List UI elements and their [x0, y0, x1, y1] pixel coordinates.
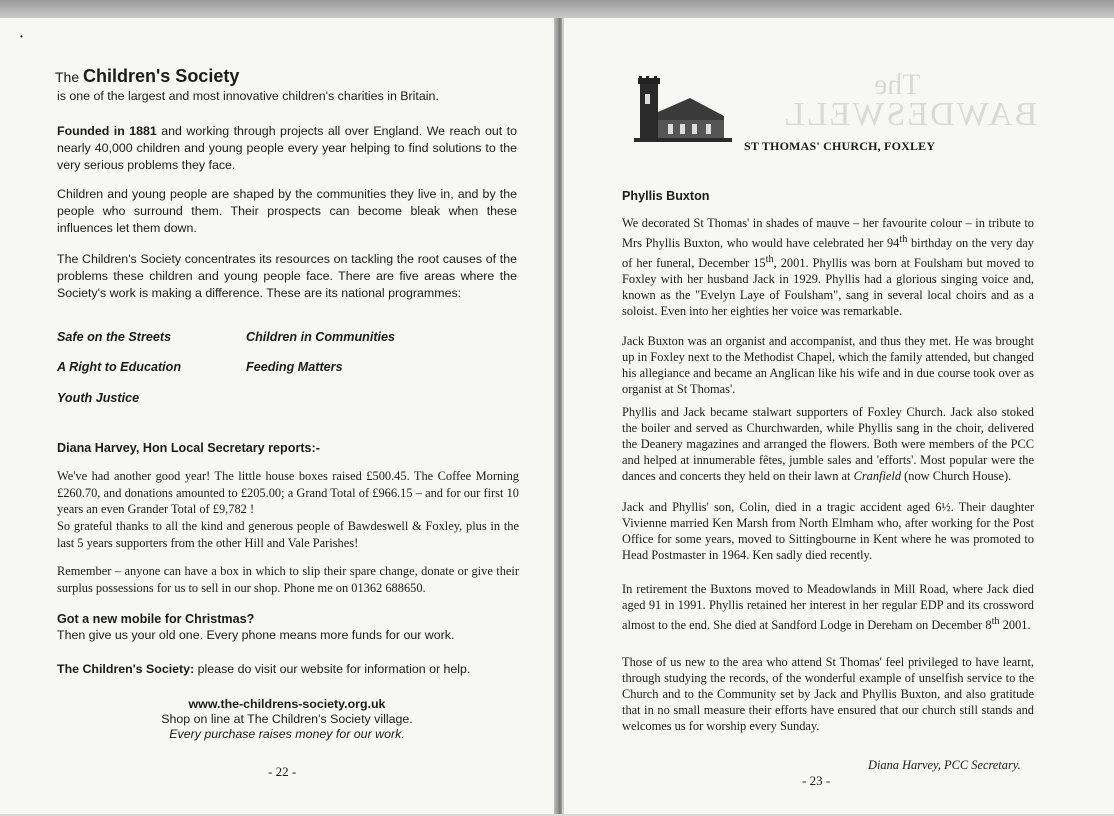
- p1-part-a: We decorated St Thomas' in shades of mauve – her favourite colour – in tribute to Mrs Phyllis Buxton, who would have celebrated her 94: [622, 216, 1034, 251]
- p3-italic: Cranfield: [853, 468, 902, 483]
- website-rest: please do visit our website for information or help.: [194, 662, 471, 676]
- purchase-line: Every purchase raises money for our work.: [169, 727, 405, 741]
- programme-4: Feeding Matters: [246, 360, 343, 374]
- church-illustration-icon: [634, 76, 732, 146]
- p5-part-a: In retirement the Buxtons moved to Meadowlands in Mill Road, where Jack died aged 91 in 1991. Phyllis retained her interest in her regular EDP and its crossword almost to the end. She died at Sandford Lodge in Dereham on December 8: [622, 582, 1034, 632]
- signature: Diana Harvey, PCC Secretary.: [868, 758, 1021, 772]
- mobile-text: Then give us your old one. Every phone means more funds for our work.: [57, 628, 455, 642]
- heading-name: Children's Society: [83, 66, 240, 86]
- intro-text: is one of the largest and most innovative children's charities in Britain.: [57, 89, 439, 103]
- resources-paragraph: The Children's Society concentrates its resources on tackling the root causes of the problems these children and young people face. There are five areas where the Society's work is making a difference. These are its national programmes:: [57, 252, 517, 300]
- p1-sup-2: th: [765, 253, 774, 265]
- report-heading: Diana Harvey, Hon Local Secretary reports:-: [57, 441, 320, 455]
- programme-3: A Right to Education: [57, 360, 182, 374]
- society-heading: [55, 66, 239, 87]
- shop-line: Shop on line at The Children's Society village.: [161, 712, 413, 726]
- p5-part-b: 2001.: [999, 617, 1031, 632]
- left-page: [0, 18, 556, 814]
- founded-paragraph: [57, 123, 517, 174]
- website-url[interactable]: www.the-childrens-society.org.uk: [188, 697, 386, 711]
- website-bold: The Children's Society:: [57, 662, 195, 676]
- right-page: [562, 18, 1114, 814]
- programme-1: Safe on the Streets: [57, 330, 172, 344]
- show-through-bawdeswell: BAWDESWELL: [782, 96, 1038, 133]
- report-paragraph-1: We've had another good year! The little house boxes raised £500.45. The Coffee Morning £260.70, and donations amounted to £205.00; a Grand Total of £966.15 – and for our first 10 years an even Grander Total of £9,782 !: [57, 469, 519, 516]
- founded-bold: Founded in 1881: [57, 124, 157, 138]
- report-paragraph-1b: So grateful thanks to all the kind and generous people of Bawdeswell & Foxley, plus in the last 5 years supporters from the other Hill and Vale Parishes!: [57, 519, 519, 550]
- programme-2: Children in Communities: [246, 330, 396, 344]
- p1-part-b: birthday on the very day of her funeral, December 15: [622, 236, 1034, 271]
- article-paragraph-6: Those of us new to the area who attend St Thomas' feel privileged to have learnt, through studying the records, of the wonderful example of unselfish service to the Church and to the Community set by Jack and Phyllis Buxton, and also gratitude that in no small measure their efforts have ensured that our church still stands and welcomes us for worship every Sunday.: [622, 655, 1034, 733]
- show-through-the: The: [874, 68, 921, 101]
- programme-5: Youth Justice: [57, 391, 140, 405]
- mobile-heading: Got a new mobile for Christmas?: [57, 612, 255, 626]
- church-title: ST THOMAS' CHURCH, FOXLEY: [744, 139, 936, 153]
- article-paragraph-1: [622, 216, 1034, 320]
- page-number-left: - 22 -: [268, 764, 297, 779]
- p1-part-c: , 2001. Phyllis was born at Foulsham but moved to Foxley with her husband Jack in 1929. Phyllis had a glorious singing voice and, known as the "Evelyn Laye of Foulsham", sang in several local choirs and as a soloist. Even into her eighties her voice was remarkable.: [622, 256, 1034, 318]
- report-paragraph-2: Remember – anyone can have a box in which to slip their spare change, donate or give their surplus possessions for us to sell in our shop. Phone me on 01362 688650.: [57, 564, 519, 595]
- article-paragraph-3: [622, 405, 1034, 485]
- p3-part-a: Phyllis and Jack became stalwart supporters of Foxley Church. Jack also stoked the boiler and served as Churchwarden, while Phyllis sang in the choir, delivered the Deanery magazines and arranged the flowers. Both were members of the PCC and helped at innumerable fêtes, jumble sales and 'efforts'. Most popular were the dances and concerts they held on their lawn at: [622, 405, 1034, 483]
- scan-mark: •: [20, 32, 23, 41]
- article-paragraph-2: Jack Buxton was an organist and accompanist, and thus they met. He was brought up in Foxley next to the Methodist Chapel, which the family attended, but changed his allegiance and became an Anglican like his wife and in due course took over as organist at St Thomas'.: [622, 334, 1034, 396]
- p5-sup: th: [991, 615, 1000, 627]
- p1-sup-1: th: [899, 233, 908, 245]
- website-line: [57, 661, 517, 678]
- p3-part-b: (now Church House).: [901, 468, 1012, 483]
- article-subject: Phyllis Buxton: [622, 189, 710, 203]
- communities-paragraph: Children and young people are shaped by the communities they live in, and by the people who surround them. Their prospects can become bleak when these influences let them down.: [57, 187, 517, 235]
- article-paragraph-5: [622, 582, 1034, 634]
- scan-edge: [0, 0, 1114, 20]
- article-paragraph-4: Jack and Phyllis' son, Colin, died in a tragic accident aged 6½. Their daughter Vivienne married Ken Marsh from North Elmham who, after working for the Post Office for some years, moved to Sittingbourne in Kent where he was promoted to Head Postmaster in 1964. Ken sadly died recently.: [622, 500, 1034, 562]
- founded-rest: and working through projects all over England. We reach out to nearly 40,000 children and young people every year helping to find solutions to the very serious problems they face.: [57, 124, 518, 172]
- page-number-right: - 23 -: [802, 773, 831, 788]
- heading-prefix: The: [55, 69, 80, 85]
